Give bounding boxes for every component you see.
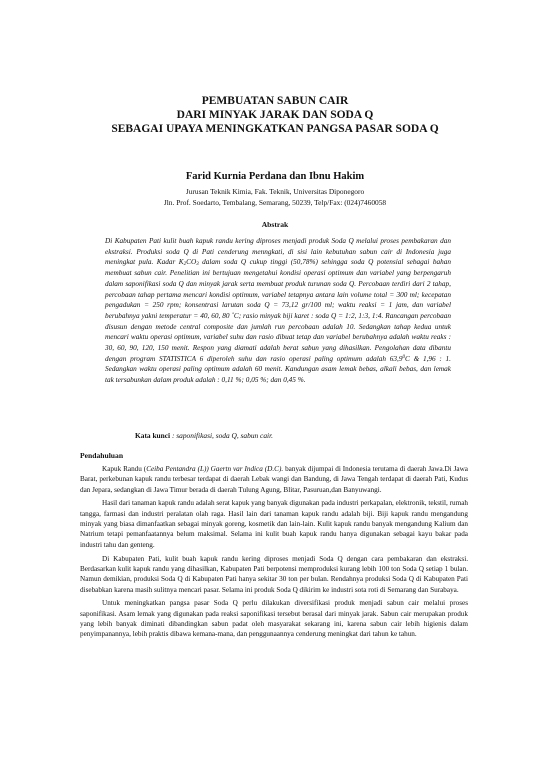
paragraph-3: Di Kabupaten Pati, kulit buah kapuk randu kering diproses menjadi Soda Q dengan cara pembakaran dan ekstraksi. Berdasarkan kulit kapuk randu yang dihasilkan, Kabupaten Pati berpotensi memproduksi kurang lebih 100 ton Soda Q setiap 1 bulan. Namun demikian, produksi Soda Q di Kabupaten Pati hanya sekitar 30 ton per bulan. Rendahnya produksi Soda Q di Kabupaten Pati disebabkan karena masih sulitnya mencari pasar. Selama ini produk Soda Q dikirim ke industri sota roti di Semarang dan Surabaya. [80,554,468,594]
affiliation-department: Jurusan Teknik Kimia, Fak. Teknik, Universitas Diponegoro [185,187,365,196]
paragraph-2: Hasil dari tanaman kapuk randu adalah serat kapuk yang banyak digunakan pada industri perkapalan, elektronik, tekstil, rumah tangga, farmasi dan industri peralatan olah raga. Hasil lain dari tanaman kapuk randu adalah biji. Biji kapuk randu mengandung minyak yang biasa dimanfaatkan sebagai minyak goreng, kosmetik dan lain-lain. Kulit kapuk randu banyak mengandung Kalium dan Natrium tetapi pemanfaatannya belum maksimal. Selama ini kulit buah kapuk randu hanya digunakan sebagai kayu bakar pada industri tahu dan genteng. [80,499,468,549]
body-text [80,464,468,643]
species-name: Ceiba Pentandra (L)) Gaertn var Indica (D.C). [146,465,284,473]
abstract-part-3: dalam soda Q cukup tinggi (50,78%) sehingga soda Q potensial sebagai bahan membuat sabun cair. Penelitian ini bertujuan mengetahui kondisi operasi optimum dan variabel yang berpengaruh dalam saponifikasi soda Q dan minyak jarak serta membuat produk turunan soda Q. Percobaan terdiri dari 2 tahap, percobaan tahap pertama mencari kondisi optimum, variabel tetapnya antara lain volume total = 300 ml; kecepatan pengadukan = 250 rpm; konsentrasi larutan soda Q = 73,12 gr/100 ml; waktu reaksi = 1 jam, dan variabel berubahnya yakni temperatur = 40, 60, 80 ˚C; rasio minyak biji karet : soda Q = 1:2, 1:3, 1:4. Rancangan percobaan disusun dengan metode central composite dan jumlah run percobaan adalah 10. Sedangkan tahap kedua untuk mencari waktu operasi optimum, variabel suhu dan rasio dibuat tetap dan variabel berubahnya adalah waktu reaks : 30, 60, 90, 120, 150 menit. Respon yang diamati adalah berat sabun yang dihasilkan. Pengolahan data dibantu dengan program STATISTICA 6 diperoleh suhu dan rasio operasi paling optimum adalah 63,9 [105,258,451,363]
affiliation-address: Jln. Prof. Soedarto, Tembalang, Semarang, 50239, Telp/Fax: (024)7460058 [163,198,387,207]
paper-title [60,94,490,136]
affiliation [60,186,490,208]
abstract-text [105,236,451,386]
title-line-3: SEBAGAI UPAYA MENINGKATKAN PANGSA PASAR SODA Q [111,123,439,135]
title-line-1: PEMBUATAN SABUN CAIR [201,95,349,107]
paragraph-1-start: Kapuk Randu ( [102,465,147,473]
abstract-subscript-1: 2 [183,262,187,268]
abstract-part-4: C & 1,96 : 1. Sedangkan waktu operasi paling optimum adalah 60 menit. Kandungan asam lemak bebas, alkali bebas, dan lemak tak tersabunkan dalam produk adalah : 0,11 %; 0,05 %; dan 0,45 %. [105,354,451,385]
title-line-2: DARI MINYAK JARAK DAN SODA Q [176,109,374,121]
paragraph-1 [80,464,468,495]
abstract-subscript-2: 3 [196,262,199,268]
section-heading-introduction: Pendahuluan [80,451,124,460]
abstract-part-1: Di Kabupaten Pati kulit buah kapuk randu kering diproses menjadi produk Soda Q melalui proses pembakaran dan ekstraksi. Produksi soda Q di Pati cenderung menngkati, di sisi lain kebutuhan sabun cair di Indonesia juga meningkat pula. Kadar K [105,237,451,267]
abstract-superscript: 0 [402,354,405,360]
abstract-heading: Abstrak [261,220,289,229]
paragraph-1-rest: banyak dijumpai di Indonesia terutama di daerah Jawa.Di Jawa Barat, perkebunan kapuk randu terbesar terdapat di daerah Lebak wangi dan Bandung, di Jawa Tengah terdapat di daerah Pati, Kudus dan Jepara, sedangkan di Jawa Timur berada di daerah Tulung Agung, Blitar, Pasuruan,dan Banyuwangi. [80,465,468,494]
keywords-label: Kata kunci [135,431,171,440]
paragraph-4: Untuk meningkatkan pangsa pasar Soda Q perlu dilakukan diversifikasi produk menjadi sabun cair melalui proses saponifikasi. Asam lemak yang digunakan pada reaksi saponifikasi tersebut berasal dari minyak jarak. Sabun cair merupakan produk yang lebih banyak diminati dibandingkan sabun padat oleh masyarakat sekarang ini, karena sabun cair lebih higienis dalam penyimpanannya, lebih praktis dibawa kemana-mana, dan penggunaannya cenderung meningkat dari tahun ke tahun. [80,599,468,639]
keywords-value: : saponifikasi, soda Q, sabun cair. [171,431,273,440]
author-names: Farid Kurnia Perdana dan Ibnu Hakim [185,171,365,182]
abstract-part-2: CO [186,258,197,267]
keywords [135,431,465,440]
